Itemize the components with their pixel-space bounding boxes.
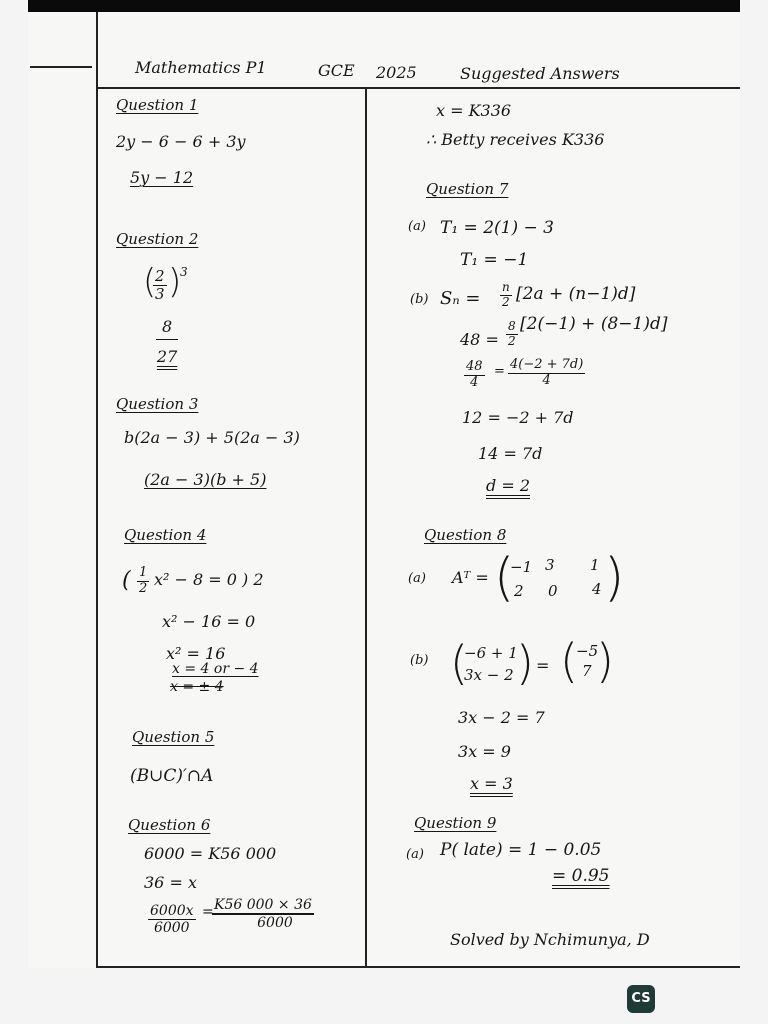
- q6-lhs-num: 6000x: [150, 903, 194, 919]
- q2-heading: Question 2: [116, 230, 199, 248]
- q7b-line3-rhs: [508, 358, 585, 389]
- q8a-label: (a): [408, 571, 426, 586]
- q6-lhs-fraction: [148, 903, 196, 936]
- q2-paren-left: (: [143, 262, 157, 302]
- q7b-line1-num: n: [502, 280, 510, 294]
- q4-heading: Question 4: [124, 526, 207, 544]
- q2-base-num: 2: [155, 267, 165, 285]
- q4-line3: x² = 16: [166, 644, 226, 663]
- q7b-line3-eq: =: [494, 364, 505, 379]
- q6-rhs-num: K56 000 × 36: [212, 897, 314, 915]
- q8a-m22: 0: [548, 582, 558, 600]
- q7b-line3-lhs: [464, 360, 485, 391]
- header-subject: Mathematics P1: [135, 58, 267, 77]
- q4-line1-rest: x² − 8 = 0 ) 2: [154, 570, 264, 589]
- q9-heading: Question 9: [414, 814, 497, 832]
- q7b-line3-lden: 4: [470, 374, 479, 390]
- q7a-line1: T₁ = 2(1) − 3: [440, 218, 554, 238]
- q2-answer-num: 8: [156, 318, 178, 340]
- q8b-rtop: −5: [576, 642, 599, 660]
- q8b-rvec-right: ): [596, 634, 614, 688]
- q6-rhs-fraction: [212, 897, 314, 931]
- q8a-m13: 1: [590, 556, 600, 574]
- q6-equals: =: [202, 904, 214, 920]
- q8b-rvec-left: (: [560, 634, 578, 688]
- q7b-line1-den: 2: [502, 294, 510, 309]
- q8a-matrix-right: ): [604, 548, 625, 608]
- q8b-top: −6 + 1: [464, 644, 518, 662]
- q7b-line2-pre: 48 =: [460, 330, 499, 349]
- q4-half-fraction: [137, 566, 149, 597]
- q8b-equals: =: [536, 656, 550, 675]
- q7b-line5: 14 = 7d: [478, 444, 543, 463]
- q9a-label: (a): [406, 847, 424, 862]
- q5-heading: Question 5: [132, 728, 215, 746]
- header-year: 2025: [376, 63, 417, 82]
- q8b-line4: x = 3: [470, 774, 513, 793]
- q7b-line3-rden: 4: [542, 372, 551, 388]
- q4-line2: x² − 16 = 0: [162, 612, 256, 631]
- q2-answer-fraction: [156, 318, 178, 367]
- q4-line4: x = 4 or − 4: [172, 661, 259, 677]
- bottom-rule: [96, 966, 740, 968]
- q7b-line2-num: 8: [508, 319, 516, 333]
- q7b-line2-den: 2: [508, 333, 516, 348]
- q5-line1: (B∪C)′∩A: [130, 766, 214, 786]
- q4-line1-open: (: [122, 568, 131, 593]
- q2-base-fraction: [153, 268, 167, 304]
- q8a-m23: 4: [592, 580, 602, 598]
- q7b-line3-rnum: 4(−2 + 7d): [510, 357, 584, 372]
- left-margin-line: [96, 12, 98, 968]
- solved-by-signature: Solved by Nchimunya, D: [450, 930, 650, 949]
- top-black-bar: [28, 0, 740, 12]
- q8a-lhs: Aᵀ =: [452, 568, 489, 587]
- q6-line2: 36 = x: [144, 873, 197, 892]
- header-title: Suggested Answers: [460, 64, 620, 83]
- q8b-vec-right: ): [516, 636, 534, 690]
- q9a-line1: P( late) = 1 − 0.05: [440, 840, 602, 860]
- q8b-line3: 3x = 9: [458, 742, 511, 761]
- center-divider-line: [365, 88, 367, 968]
- q6-line1: 6000 = K56 000: [144, 844, 277, 863]
- q7b-label: (b): [410, 292, 429, 307]
- header-exam: GCE: [318, 61, 355, 80]
- q6-rhs-den: 6000: [257, 915, 293, 932]
- q7b-line6: d = 2: [486, 476, 530, 495]
- q8b-bottom: 3x − 2: [464, 666, 514, 684]
- q8a-m21: 2: [514, 582, 524, 600]
- header-rule: [96, 87, 740, 89]
- q1-line2: 5y − 12: [130, 168, 194, 187]
- q7b-line1-post: [2a + (n−1)d]: [516, 284, 636, 304]
- q6-heading: Question 6: [128, 816, 211, 834]
- q4-half-num: 1: [139, 565, 148, 580]
- q7a-line2: T₁ = −1: [460, 250, 529, 270]
- q3-line2: (2a − 3)(b + 5): [144, 470, 267, 489]
- q2-base-den: 3: [155, 285, 165, 304]
- q7b-line3-lnum: 48: [466, 359, 483, 374]
- q6-lhs-den: 6000: [153, 920, 190, 937]
- q6-conclusion: ∴ Betty receives K336: [426, 130, 605, 149]
- q2-exponent: 3: [180, 265, 188, 279]
- q1-line1: 2y − 6 − 6 + 3y: [116, 132, 246, 151]
- camscanner-logo: CS: [627, 985, 655, 1013]
- q8a-m11: −1: [510, 558, 533, 576]
- q8b-rbottom: 7: [582, 662, 592, 680]
- margin-tick: [30, 66, 92, 68]
- q7-heading: Question 7: [426, 180, 509, 198]
- q7b-line1-pre: Sₙ =: [440, 288, 481, 309]
- q7b-line2-post: [2(−1) + (8−1)d]: [520, 314, 668, 334]
- q7b-line2-fraction: [506, 320, 518, 349]
- q2-answer-den: 27: [156, 347, 178, 367]
- q4-line5-struck: x = ± 4: [170, 679, 224, 695]
- q6-answer: x = K336: [436, 101, 512, 120]
- q3-line1: b(2a − 3) + 5(2a − 3): [124, 428, 300, 447]
- q8b-vec-left: (: [450, 636, 468, 690]
- q8-heading: Question 8: [424, 526, 507, 544]
- q8a-m12: 3: [545, 556, 555, 574]
- q1-heading: Question 1: [116, 96, 199, 114]
- q8b-label: (b): [410, 653, 429, 668]
- q8b-line2: 3x − 2 = 7: [458, 708, 545, 727]
- q8a-matrix-left: (: [494, 548, 515, 608]
- q7b-line4: 12 = −2 + 7d: [462, 408, 574, 427]
- q4-half-den: 2: [139, 580, 148, 596]
- q7b-line1-fraction: [500, 281, 512, 310]
- q2-paren-right: ): [168, 262, 182, 302]
- q3-heading: Question 3: [116, 395, 199, 413]
- q7a-label: (a): [408, 219, 426, 234]
- q9a-line2: = 0.95: [552, 866, 610, 886]
